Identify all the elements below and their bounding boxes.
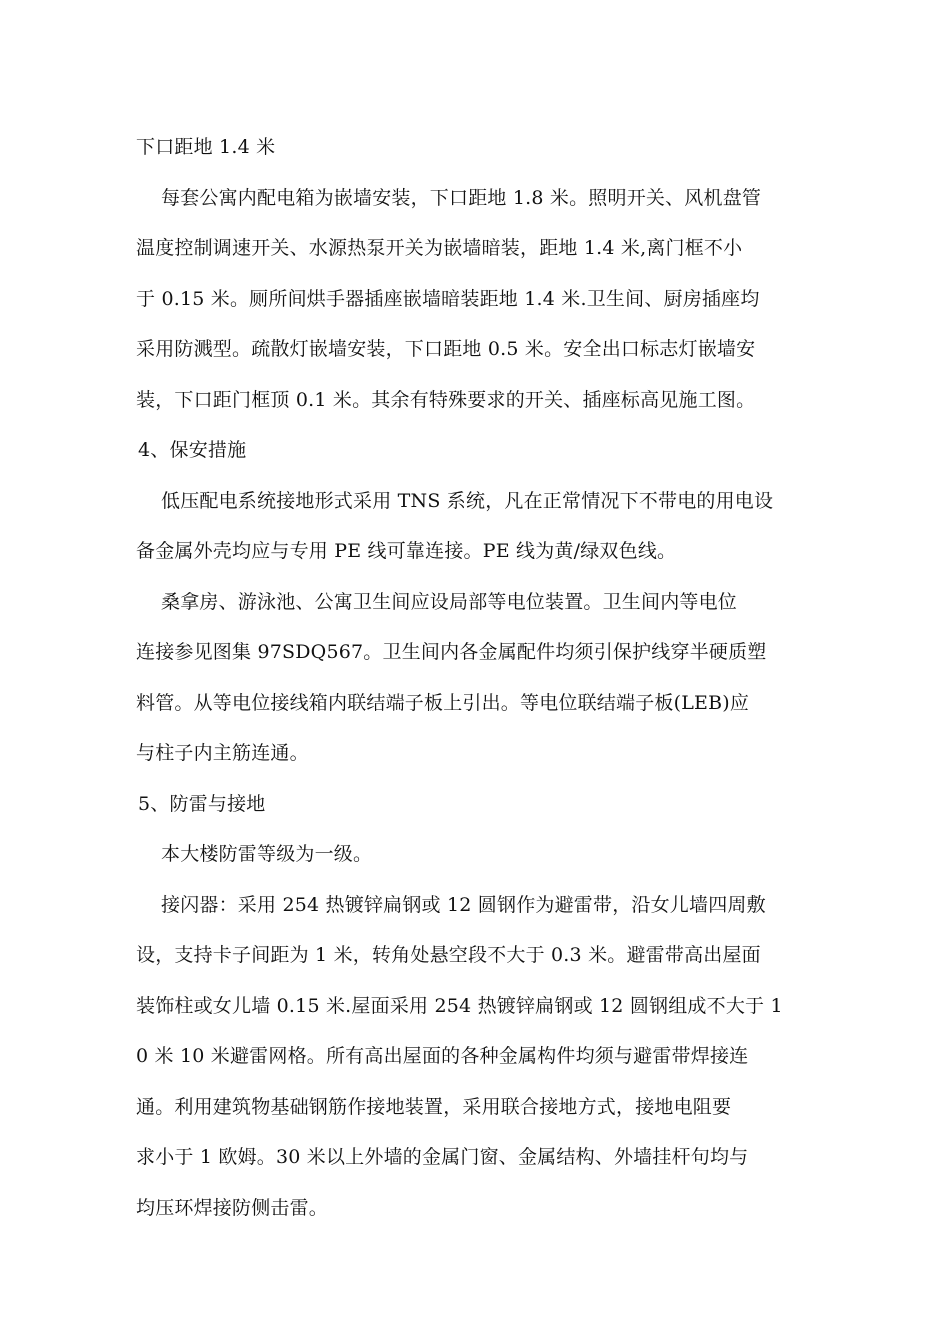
text-line: 接闪器：采用 254 热镀锌扁钢或 12 圆钢作为避雷带，沿女儿墙四周敷 [161, 893, 766, 916]
text-line: 本大楼防雷等级为一级。 [161, 843, 373, 865]
document-body [136, 122, 820, 1233]
text-line: 低压配电系统接地形式采用 TNS 系统，凡在正常情况下不带电的用电设 [161, 489, 774, 512]
text-line: 料管。从等电位接线箱内联结端子板上引出。等电位联结端子板(LEB)应 [136, 691, 750, 714]
text-line: 于 0.15 米。厕所间烘手器插座嵌墙暗装距地 1.4 米.卫生间、厨房插座均 [136, 287, 760, 310]
text-line: 装饰柱或女儿墙 0.15 米.屋面采用 254 热镀锌扁钢或 12 圆钢组成不大于 1 [136, 994, 783, 1017]
text-line: 桑拿房、游泳池、公寓卫生间应设局部等电位装置。卫生间内等电位 [161, 590, 738, 613]
text-line: 通。利用建筑物基础钢筋作接地装置，采用联合接地方式，接地电阻要 [136, 1095, 732, 1118]
text-line: 连接参见图集 97SDQ567。卫生间内各金属配件均须引保护线穿半硬质塑 [136, 641, 767, 663]
text-line: 采用防溅型。疏散灯嵌墙安装，下口距地 0.5 米。安全出口标志灯嵌墙安 [136, 338, 756, 360]
text-line: 下口距地 1.4 米 [136, 136, 276, 158]
text-line: 每套公寓内配电箱为嵌墙安装，下口距地 1.8 米。照明开关、风机盘管 [161, 186, 762, 209]
text-line: 与柱子内主筋连通。 [136, 742, 309, 764]
section-heading-security: 4、保安措施 [138, 439, 247, 461]
text-line: 均压环焊接防侧击雷。 [136, 1196, 329, 1219]
text-line: 装，下口距门框顶 0.1 米。其余有特殊要求的开关、插座标高见施工图。 [136, 388, 756, 411]
text-line: 求小于 1 欧姆。30 米以上外墙的金属门窗、金属结构、外墙挂杆句均与 [136, 1146, 749, 1168]
section-heading-lightning: 5、防雷与接地 [138, 792, 266, 815]
text-line: 温度控制调速开关、水源热泵开关为嵌墙暗装，距地 1.4 米,离门框不小 [136, 237, 743, 259]
text-line: 0 米 10 米避雷网格。所有高出屋面的各种金属构件均须与避雷带焊接连 [136, 1045, 749, 1067]
text-line: 备金属外壳均应与专用 PE 线可靠连接。PE 线为黄/绿双色线。 [136, 540, 677, 562]
text-line: 设，支持卡子间距为 1 米，转角处悬空段不大于 0.3 米。避雷带高出屋面 [136, 944, 761, 966]
